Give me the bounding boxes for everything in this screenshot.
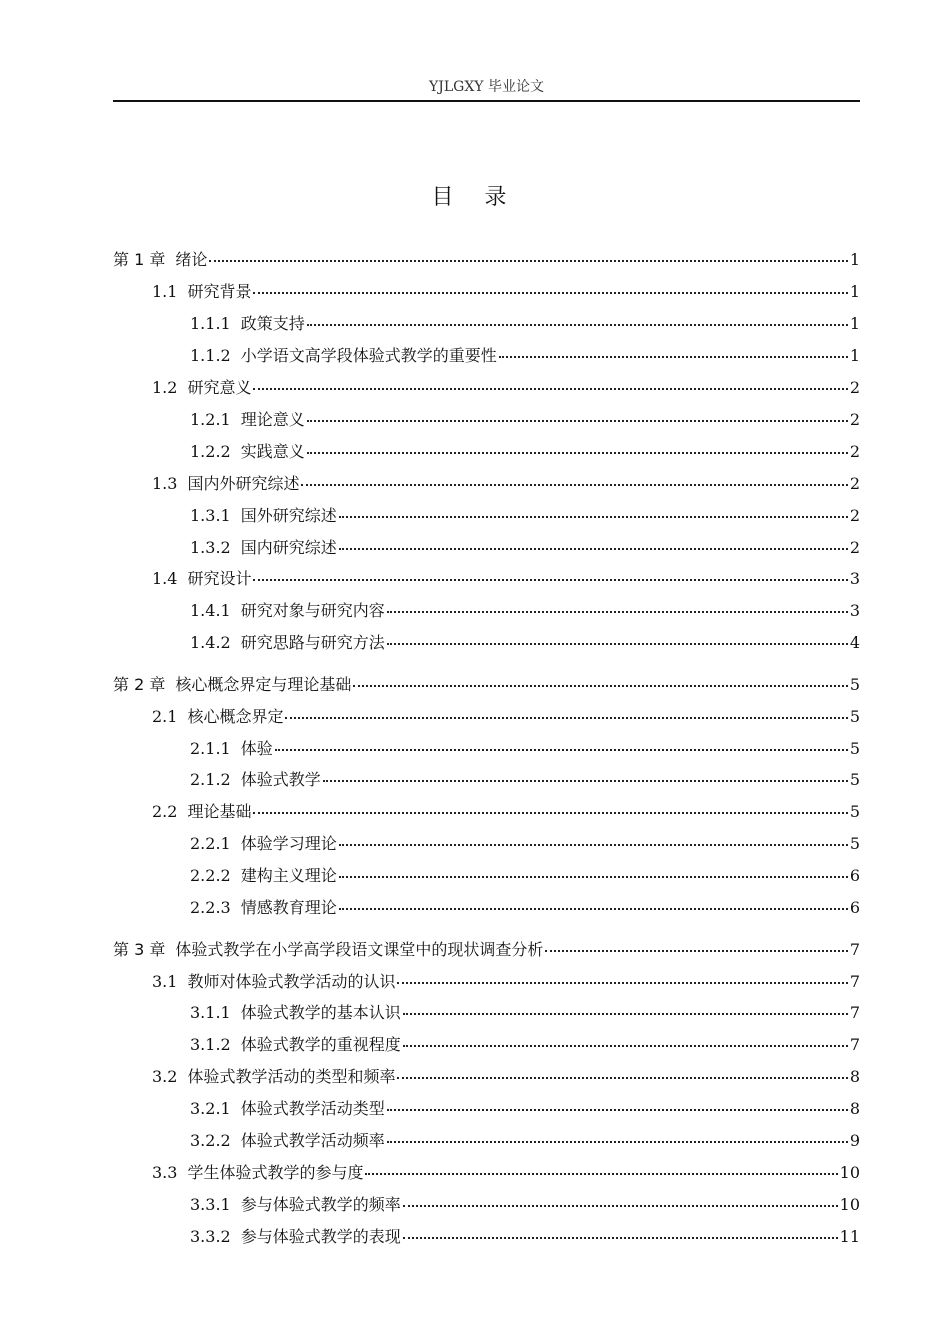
toc-entry-number: 1.2: [152, 378, 178, 397]
toc-entry-page: 4: [849, 633, 860, 652]
dot-leader: [499, 340, 848, 358]
toc-entry[interactable]: [152, 375, 860, 397]
toc-entry-number: 2.1: [152, 707, 178, 726]
dot-leader: [339, 500, 848, 518]
toc-entry-title: 建构主义理论: [240, 866, 337, 885]
toc-entry-title: 核心概念界定与理论基础: [175, 675, 352, 694]
toc-entry[interactable]: [190, 503, 860, 525]
toc-entry-page: 5: [849, 834, 860, 853]
toc-entry[interactable]: [190, 1000, 860, 1022]
toc-entry[interactable]: [190, 1192, 860, 1214]
toc-entry[interactable]: [190, 343, 860, 365]
toc-entry-number: 1.1.2: [190, 346, 231, 365]
toc-entry-title: 参与体验式教学的频率: [240, 1195, 401, 1214]
toc-entry[interactable]: [190, 1128, 860, 1150]
toc-entry[interactable]: [152, 969, 860, 991]
toc-entry-number: 3.2.2: [190, 1131, 231, 1150]
dot-leader: [253, 372, 847, 390]
toc-entry[interactable]: [190, 311, 860, 333]
toc-entry-title: 体验式教学活动频率: [240, 1131, 385, 1150]
dot-leader: [307, 404, 848, 422]
toc-entry-number: 1.3.2: [190, 538, 231, 557]
toc-entry[interactable]: [113, 937, 860, 959]
toc-entry[interactable]: [152, 279, 860, 301]
toc-entry-page: 1: [849, 346, 860, 365]
toc-entry[interactable]: [190, 767, 860, 789]
toc-entry[interactable]: [113, 247, 860, 269]
dot-leader: [403, 1189, 838, 1207]
toc-entry-page: 9: [849, 1131, 860, 1150]
toc-entry-number: 2.2.1: [190, 834, 231, 853]
toc-entry-page: 7: [849, 940, 860, 959]
toc-entry-title: 实践意义: [240, 442, 305, 461]
toc-entry[interactable]: [190, 1032, 860, 1054]
toc-entry-title: 小学语文高学段体验式教学的重要性: [240, 346, 497, 365]
toc-entry-title: 学生体验式教学的参与度: [187, 1163, 364, 1182]
toc-entry-number: 第 3 章: [113, 940, 166, 959]
toc-entry-page: 10: [839, 1163, 860, 1182]
toc-entry-page: 8: [849, 1067, 860, 1086]
toc-entry-number: 2.1.1: [190, 739, 231, 758]
toc-entry-number: 第 2 章: [113, 675, 166, 694]
toc-entry[interactable]: [190, 630, 860, 652]
toc-entry[interactable]: [190, 895, 860, 917]
dot-leader: [285, 701, 847, 719]
toc-entry-page: 5: [849, 770, 860, 789]
toc-entry-page: 11: [839, 1227, 860, 1246]
toc-entry-number: 1.2.1: [190, 410, 231, 429]
dot-leader: [339, 860, 848, 878]
toc-entry-number: 1.2.2: [190, 442, 231, 461]
toc-entry-page: 10: [839, 1195, 860, 1214]
toc-title: 目 录: [431, 185, 519, 210]
dot-leader: [403, 1029, 848, 1047]
toc-entry[interactable]: [152, 799, 860, 821]
toc-entry-title: 理论意义: [240, 410, 305, 429]
toc-entry-number: 1.4.2: [190, 633, 231, 652]
toc-entry-page: 5: [849, 675, 860, 694]
toc-entry-title: 核心概念界定: [187, 707, 284, 726]
dot-leader: [387, 595, 848, 613]
dot-leader: [387, 1093, 848, 1111]
toc-entry-title: 绪论: [175, 250, 208, 269]
toc-entry[interactable]: [190, 863, 860, 885]
toc-entry[interactable]: [190, 598, 860, 620]
toc-entry-number: 3.2: [152, 1067, 178, 1086]
toc-entry[interactable]: [113, 672, 860, 694]
dot-leader: [253, 563, 847, 581]
dot-leader: [307, 308, 848, 326]
dot-leader: [545, 934, 847, 952]
toc-entry-title: 理论基础: [187, 802, 252, 821]
toc-entry[interactable]: [190, 736, 860, 758]
toc-entry-page: 1: [849, 314, 860, 333]
toc-entry-page: 3: [849, 569, 860, 588]
toc-entry-page: 2: [849, 378, 860, 397]
dot-leader: [323, 764, 848, 782]
toc-entry-number: 2.2: [152, 802, 178, 821]
toc-entry-page: 5: [849, 707, 860, 726]
dot-leader: [353, 669, 847, 687]
toc-entry-title: 体验式教学活动的类型和频率: [187, 1067, 396, 1086]
dot-leader: [403, 997, 848, 1015]
toc-entry-page: 2: [849, 506, 860, 525]
toc-entry[interactable]: [152, 704, 860, 726]
toc-entry-number: 3.1.2: [190, 1035, 231, 1054]
toc-entry-number: 2.2.2: [190, 866, 231, 885]
toc-entry-title: 情感教育理论: [240, 898, 337, 917]
toc-entry[interactable]: [152, 1064, 860, 1086]
toc-entry-title: 研究背景: [187, 282, 252, 301]
toc-entry-number: 3.1.1: [190, 1003, 231, 1022]
toc-entry-page: 7: [849, 1003, 860, 1022]
toc-entry-page: 2: [849, 474, 860, 493]
toc-entry-title: 国内外研究综述: [187, 474, 300, 493]
toc-entry-number: 3.2.1: [190, 1099, 231, 1118]
toc-entry-title: 研究设计: [187, 569, 252, 588]
toc-entry-number: 1.3: [152, 474, 178, 493]
toc-entry[interactable]: [190, 407, 860, 429]
toc-entry[interactable]: [152, 471, 860, 493]
toc-entry-title: 体验学习理论: [240, 834, 337, 853]
toc-entry-number: 1.1.1: [190, 314, 231, 333]
dot-leader: [209, 244, 847, 262]
toc-entry-page: 2: [849, 410, 860, 429]
toc-entry-title: 体验式教学的重视程度: [240, 1035, 401, 1054]
dot-leader: [387, 1125, 848, 1143]
dot-leader: [403, 1221, 838, 1239]
toc-entry[interactable]: [190, 535, 860, 557]
toc-entry[interactable]: [190, 831, 860, 853]
toc-entry-number: 第 1 章: [113, 250, 166, 269]
dot-leader: [301, 468, 847, 486]
toc-entry-title: 研究意义: [187, 378, 252, 397]
toc-entry[interactable]: [190, 439, 860, 461]
toc-entry-number: 1.4.1: [190, 601, 231, 620]
dot-leader: [365, 1157, 837, 1175]
toc-entry-title: 体验式教学活动类型: [240, 1099, 385, 1118]
dot-leader: [339, 892, 848, 910]
toc-entry-number: 3.3: [152, 1163, 178, 1182]
toc-entry-page: 5: [849, 739, 860, 758]
toc-entry-number: 3.1: [152, 972, 178, 991]
toc-entry-page: 1: [849, 250, 860, 269]
dot-leader: [339, 532, 848, 550]
toc-entry-number: 3.3.2: [190, 1227, 231, 1246]
dot-leader: [253, 276, 847, 294]
toc-entry[interactable]: [152, 566, 860, 588]
toc-entry-title: 国外研究综述: [240, 506, 337, 525]
toc-entry-title: 研究对象与研究内容: [240, 601, 385, 620]
toc-entry-title: 国内研究综述: [240, 538, 337, 557]
toc-entry-page: 7: [849, 972, 860, 991]
toc-entry-page: 1: [849, 282, 860, 301]
toc-entry-number: 1.3.1: [190, 506, 231, 525]
toc-entry-page: 5: [849, 802, 860, 821]
toc-entry-title: 参与体验式教学的表现: [240, 1227, 401, 1246]
toc-entry-title: 研究思路与研究方法: [240, 633, 385, 652]
toc-entry-title: 体验: [240, 739, 273, 758]
toc-entry-title: 体验式教学: [240, 770, 321, 789]
page-header: YJLGXY 毕业论文: [429, 79, 544, 95]
toc-entry-page: 3: [849, 601, 860, 620]
toc-entry-number: 3.3.1: [190, 1195, 231, 1214]
toc-entry-page: 6: [849, 898, 860, 917]
toc-entry-number: 2.1.2: [190, 770, 231, 789]
toc-entry[interactable]: [152, 1160, 860, 1182]
toc-entry-title: 体验式教学的基本认识: [240, 1003, 401, 1022]
dot-leader: [275, 733, 848, 751]
toc-entry-number: 2.2.3: [190, 898, 231, 917]
toc-entry-title: 体验式教学在小学高学段语文课堂中的现状调查分析: [175, 940, 544, 959]
dot-leader: [397, 966, 847, 984]
toc-entry-number: 1.1: [152, 282, 178, 301]
dot-leader: [307, 436, 848, 454]
toc-entry-page: 8: [849, 1099, 860, 1118]
toc-entry-page: 2: [849, 442, 860, 461]
toc-entry[interactable]: [190, 1096, 860, 1118]
dot-leader: [339, 828, 848, 846]
toc-entry-title: 政策支持: [240, 314, 305, 333]
toc-entry-page: 7: [849, 1035, 860, 1054]
dot-leader: [253, 796, 847, 814]
dot-leader: [387, 627, 848, 645]
toc-entry-page: 2: [849, 538, 860, 557]
toc-entry-page: 6: [849, 866, 860, 885]
dot-leader: [397, 1061, 847, 1079]
toc-entry-number: 1.4: [152, 569, 178, 588]
toc-entry-title: 教师对体验式教学活动的认识: [187, 972, 396, 991]
toc-entry[interactable]: [190, 1224, 860, 1246]
